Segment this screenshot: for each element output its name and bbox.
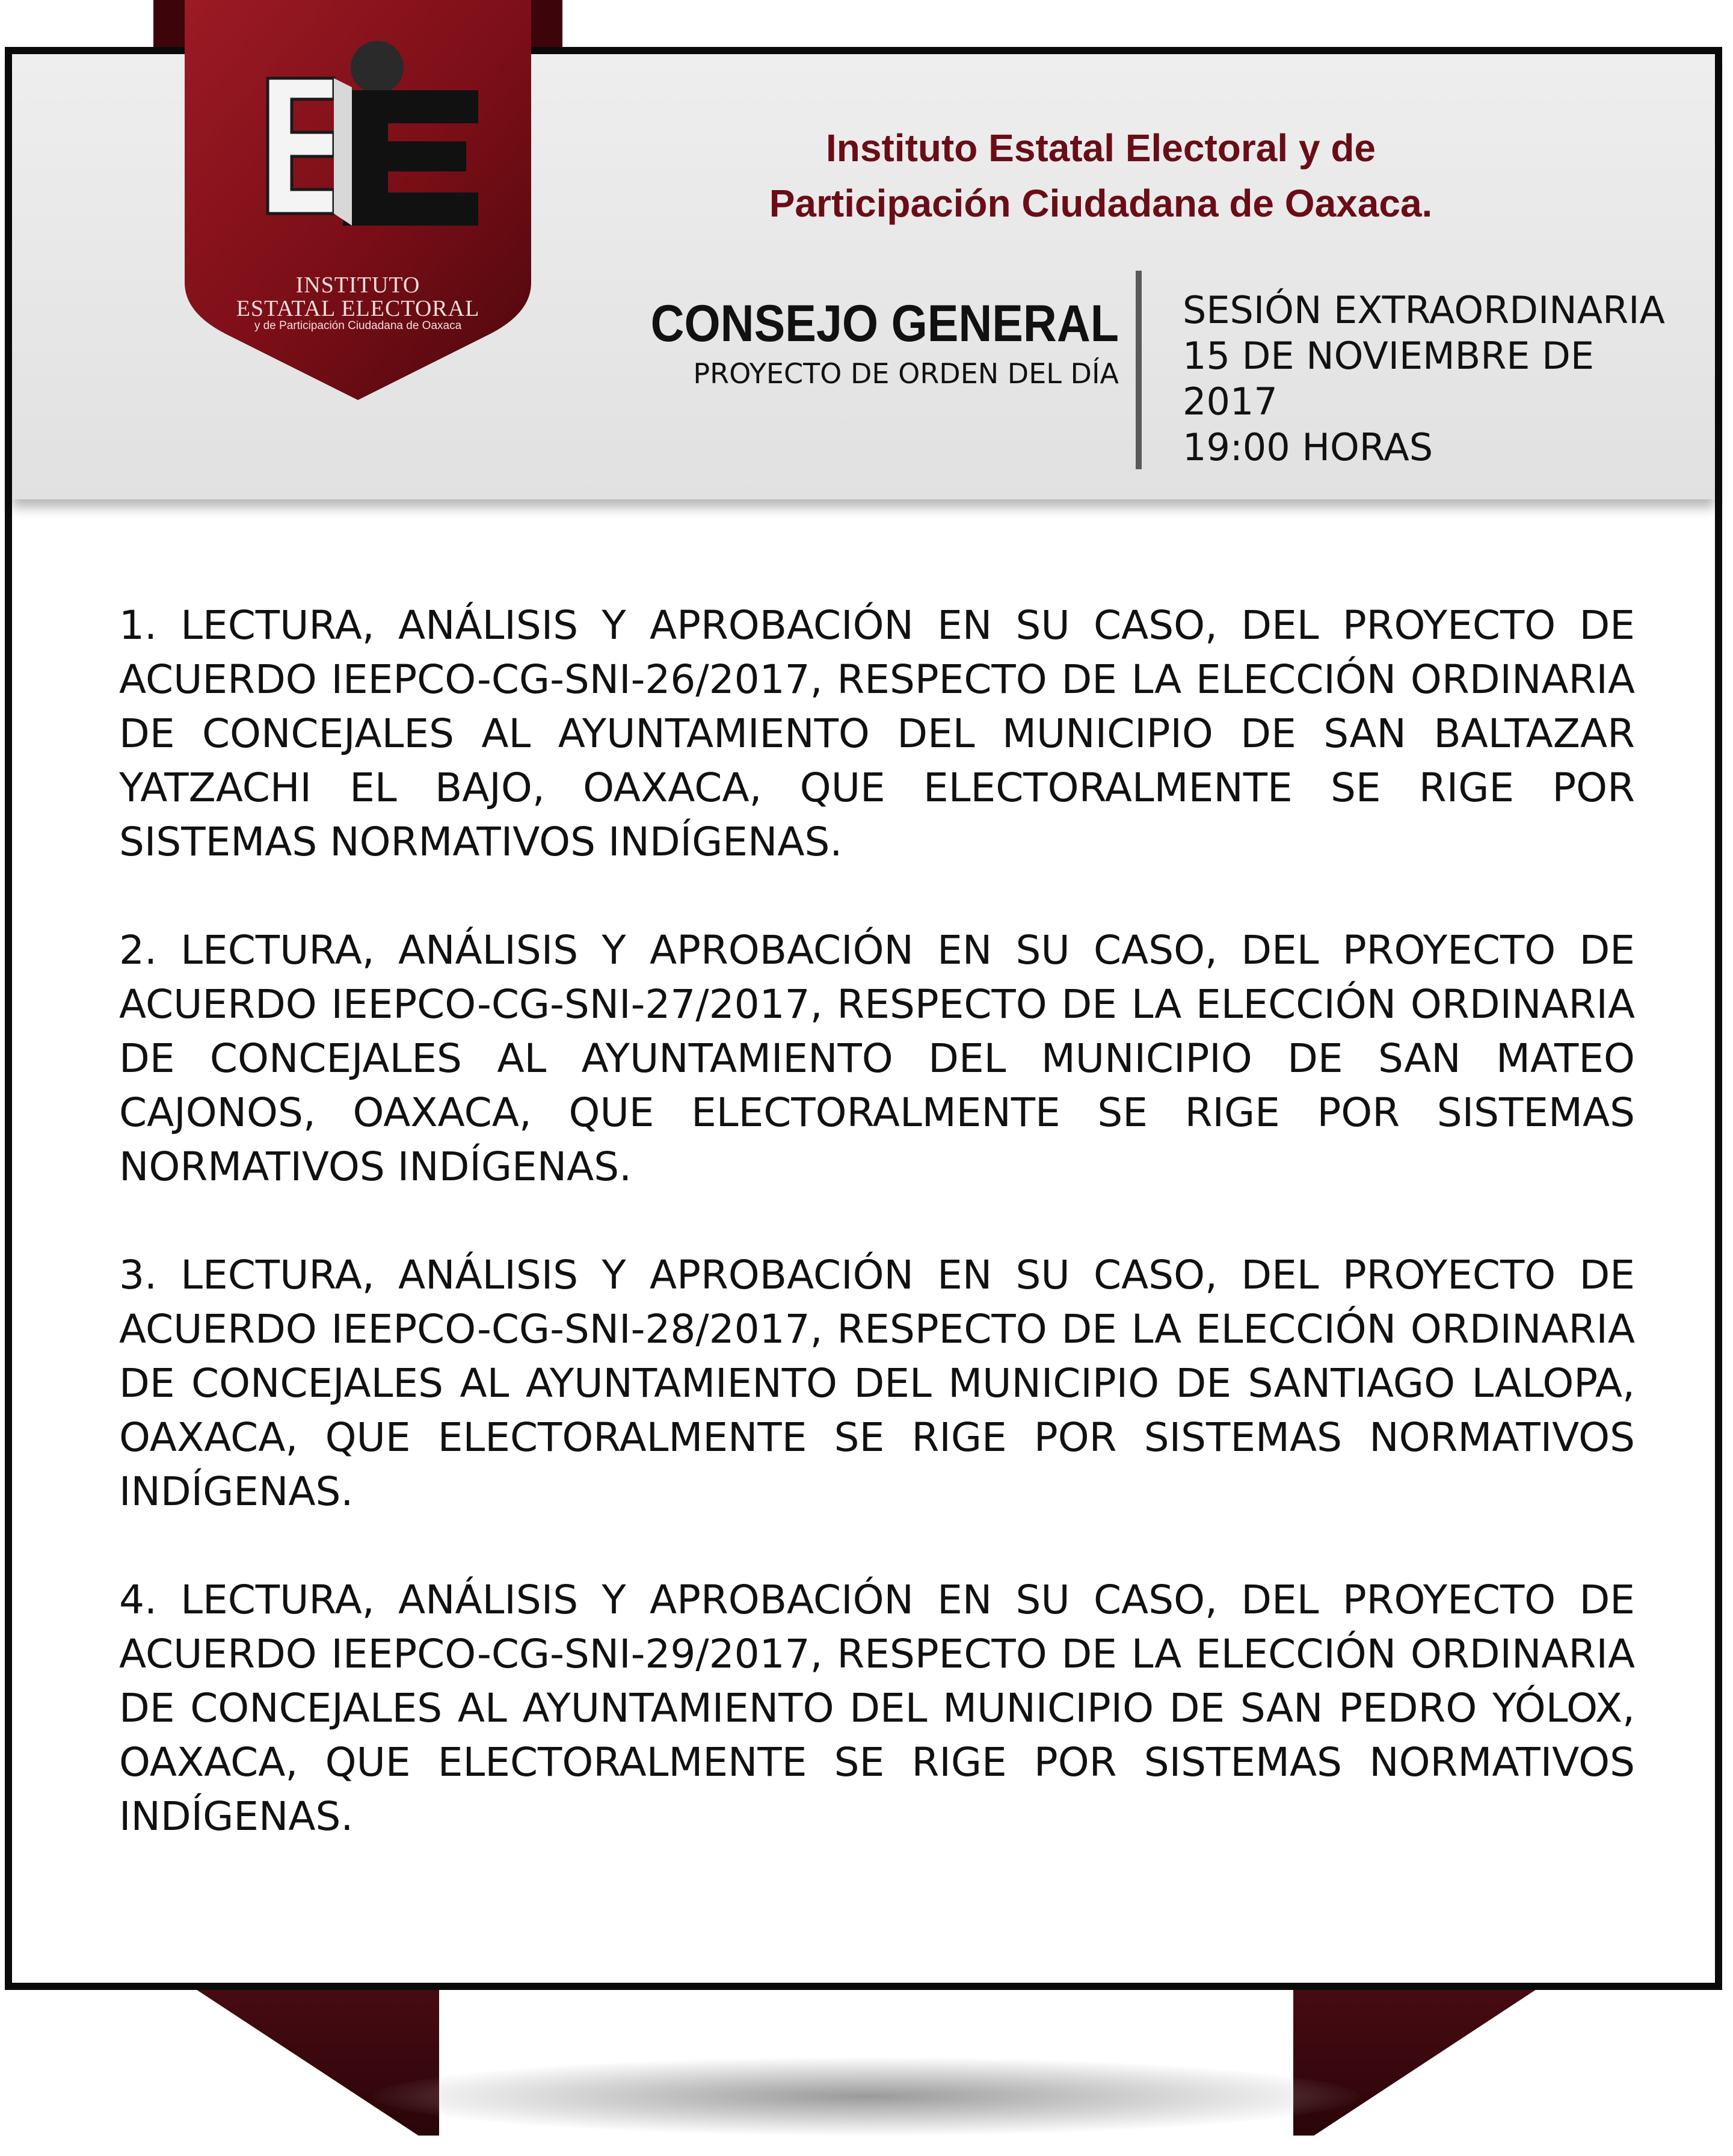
- agenda-item: 2. LECTURA, ANÁLISIS Y APROBACIÓN EN SU CASO, DEL PROYECTO DE ACUERDO IEEPCO-CG-SNI-27/2017, RESPECTO DE LA ELECCIÓN ORDINARIA DE CONCEJALES AL AYUNTAMIENTO DEL MUNICIPIO DE SAN MATEO CAJONOS, OAXACA, QUE ELECTORALMENTE SE RIGE POR SISTEMAS NORMATIVOS INDÍGENAS.: [119, 927, 1635, 1190]
- session-time: 19:00 HORAS: [1183, 425, 1433, 469]
- logo-ribbon-icon: [153, 0, 562, 400]
- session-date: 15 DE NOVIEMBRE DE 2017: [1183, 334, 1595, 424]
- session-info: [1183, 288, 1700, 470]
- agenda-list: [119, 599, 1635, 1898]
- agenda-item: 3. LECTURA, ANÁLISIS Y APROBACIÓN EN SU CASO, DEL PROYECTO DE ACUERDO IEEPCO-CG-SNI-28/2017, RESPECTO DE LA ELECCIÓN ORDINARIA DE CONCEJALES AL AYUNTAMIENTO DEL MUNICIPIO DE SANTIAGO LALOPA, OAXACA, QUE ELECTORALMENTE SE RIGE POR SISTEMAS NORMATIVOS INDÍGENAS.: [119, 1252, 1635, 1515]
- institution-name: [692, 120, 1510, 231]
- document-type: PROYECTO DE ORDEN DEL DÍA: [693, 357, 1119, 390]
- institution-name-line1: Instituto Estatal Electoral y de: [826, 126, 1376, 170]
- logo-caption-line1: INSTITUTO: [295, 273, 420, 298]
- council-title: CONSEJO GENERAL: [650, 295, 1119, 353]
- agenda-item: 1. LECTURA, ANÁLISIS Y APROBACIÓN EN SU CASO, DEL PROYECTO DE ACUERDO IEEPCO-CG-SNI-26/2017, RESPECTO DE LA ELECCIÓN ORDINARIA DE CONCEJALES AL AYUNTAMIENTO DEL MUNICIPIO DE SAN BALTAZAR YATZACHI EL BAJO, OAXACA, QUE ELECTORALMENTE SE RIGE POR SISTEMAS NORMATIVOS INDÍGENAS.: [119, 602, 1635, 865]
- institute-logo: [153, 0, 562, 400]
- session-type: SESIÓN EXTRAORDINARIA: [1183, 288, 1665, 332]
- institution-name-line2: Participación Ciudadana de Oaxaca.: [769, 182, 1433, 225]
- header-divider: [1136, 271, 1142, 469]
- floor-shadow: [373, 2057, 1359, 2136]
- agenda-item: 4. LECTURA, ANÁLISIS Y APROBACIÓN EN SU CASO, DEL PROYECTO DE ACUERDO IEEPCO-CG-SNI-29/2017, RESPECTO DE LA ELECCIÓN ORDINARIA DE CONCEJALES AL AYUNTAMIENTO DEL MUNICIPIO DE SAN PEDRO YÓLOX, OAXACA, QUE ELECTORALMENTE SE RIGE POR SISTEMAS NORMATIVOS INDÍGENAS.: [119, 1577, 1635, 1840]
- logo-caption-line2: ESTATAL ELECTORAL: [236, 296, 480, 321]
- logo-caption-line3: y de Participación Ciudadana de Oaxaca: [254, 319, 462, 332]
- ribbon-tail-left: [180, 1979, 439, 2136]
- ribbon-tail-right: [1293, 1979, 1552, 2136]
